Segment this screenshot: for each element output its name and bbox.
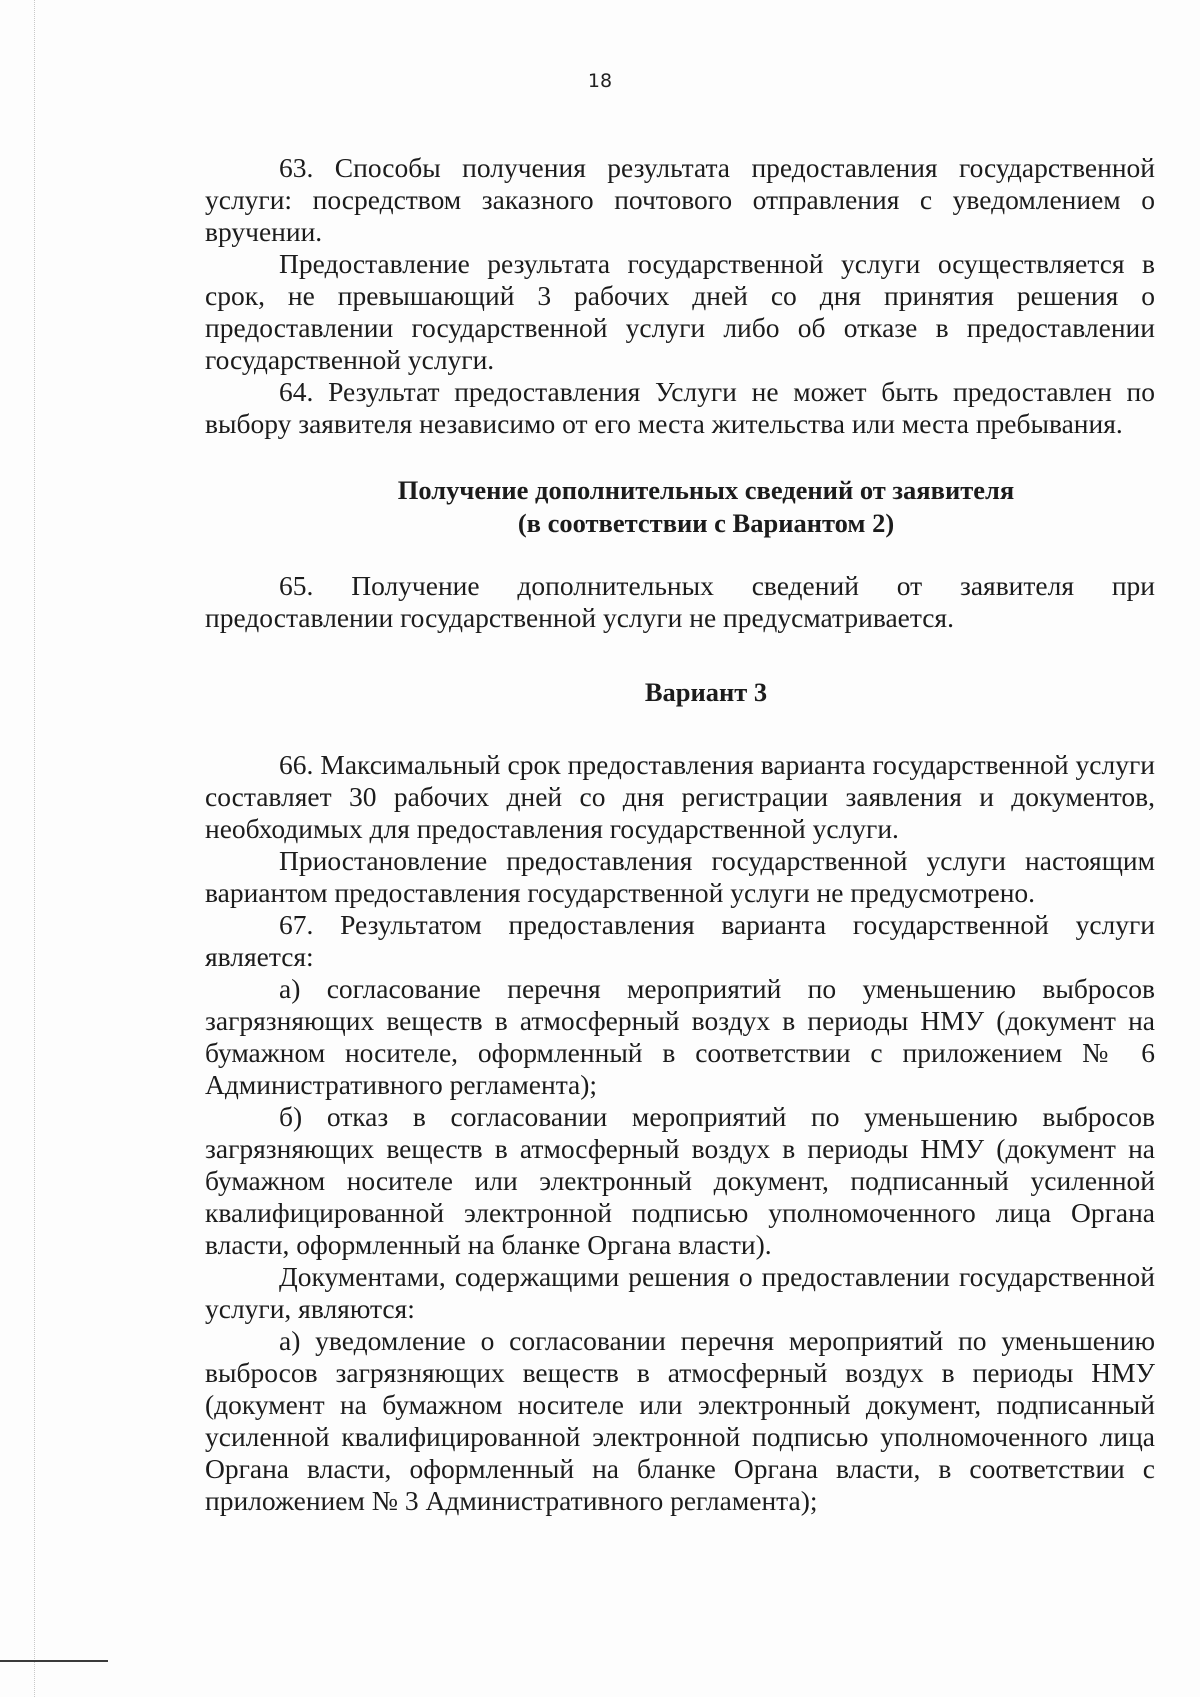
paragraph-decision-documents: Документами, содержащими решения о предоставлении государственной услуги, являются:	[205, 1261, 1155, 1324]
page-number: 18	[587, 70, 613, 92]
section-heading-variant-3: Вариант 3	[644, 677, 768, 707]
paragraph-67-item-b: б) отказ в согласовании мероприятий по уменьшению выбросов загрязняющих веществ в атмосферный воздух в периоды НМУ (документ на бумажном носителе или электронный документ, подписанный усиленной квалифицированной электронной подписью уполномоченного лица Органа власти, оформленный на бланке Органа власти).	[205, 1101, 1155, 1260]
paragraph-63-term: Предоставление результата государственной услуги осуществляется в срок, не превышающий 3 рабочих дней со дня принятия решения о предоставлении государственной услуги либо об отказе в предоставлении государственной услуги.	[205, 248, 1155, 375]
paragraph-64: 64. Результат предоставления Услуги не может быть предоставлен по выбору заявителя независимо от его места жительства или места пребывания.	[205, 376, 1155, 439]
paragraph-67-item-a: а) согласование перечня мероприятий по уменьшению выбросов загрязняющих веществ в атмосферный воздух в периоды НМУ (документ на бумажном носителе, оформленный в соответствии с приложением № 6 Административного регламента);	[205, 973, 1155, 1100]
scan-left-edge	[34, 0, 35, 1697]
scan-bottom-mark	[0, 1660, 108, 1662]
paragraph-63: 63. Способы получения результата предоставления государственной услуги: посредством заказного почтового отправления с уведомлением о вручении.	[205, 152, 1155, 247]
paragraph-67: 67. Результатом предоставления варианта государственной услуги является:	[205, 909, 1155, 972]
paragraph-65: 65. Получение дополнительных сведений от заявителя при предоставлении государственной услуги не предусматривается.	[205, 570, 1155, 633]
paragraph-decision-item-a: а) уведомление о согласовании перечня мероприятий по уменьшению выбросов загрязняющих веществ в атмосферный воздух в периоды НМУ (документ на бумажном носителе или электронный документ, подписанный усиленной квалифицированной электронной подписью уполномоченного лица Органа власти, оформленный на бланке Органа власти, в соответствии с приложением № 3 Административного регламента);	[205, 1325, 1155, 1516]
section-heading-line-1: Получение дополнительных сведений от заявителя	[397, 475, 1015, 505]
paragraph-66: 66. Максимальный срок предоставления варианта государственной услуги составляет 30 рабочих дней со дня регистрации заявления и документов, необходимых для предоставления государственной услуги.	[205, 749, 1155, 844]
section-heading-additional-info	[205, 474, 1155, 540]
section-heading-line-2: (в соответствии с Вариантом 2)	[517, 508, 895, 538]
paragraph-66-suspension: Приостановление предоставления государственной услуги настоящим вариантом предоставления государственной услуги не предусмотрено.	[205, 845, 1155, 908]
document-body	[205, 152, 1155, 1517]
